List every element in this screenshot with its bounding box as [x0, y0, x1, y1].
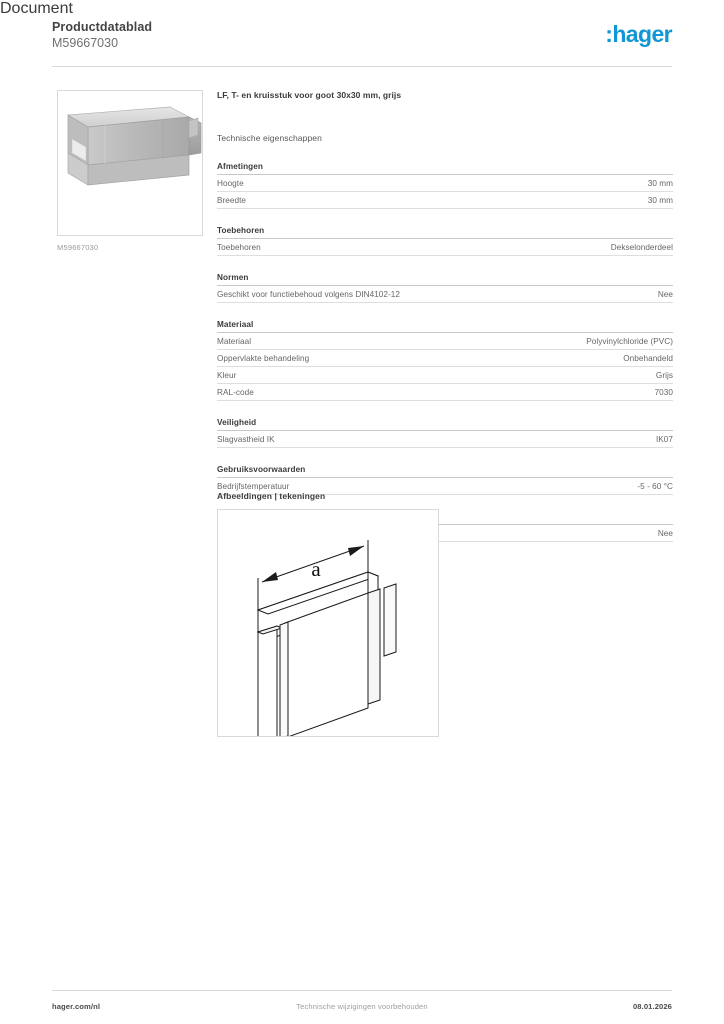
spec-group-title: Veiligheid	[217, 418, 673, 431]
spec-value: -5 - 60 °C	[637, 482, 673, 491]
spec-label: Slagvastheid IK	[217, 435, 275, 444]
drawings-title: Afbeeldingen | tekeningen	[217, 491, 326, 501]
header-divider	[52, 66, 672, 67]
spec-label: RAL-code	[217, 388, 254, 397]
spec-value: 30 mm	[647, 179, 673, 188]
product-reference: M59667030	[52, 36, 119, 50]
drawings-section	[217, 491, 673, 737]
spec-value: Nee	[657, 529, 673, 538]
spec-value: Onbehandeld	[623, 354, 673, 363]
spec-group-title: Afmetingen	[217, 162, 673, 175]
spec-row	[217, 175, 673, 192]
spec-group-title: Toebehoren	[217, 226, 673, 239]
spec-group	[217, 320, 673, 401]
spec-row	[217, 384, 673, 401]
page-footer	[52, 999, 672, 1013]
dimension-label: a	[311, 557, 321, 581]
spec-row	[217, 286, 673, 303]
specifications-column	[217, 90, 673, 542]
footer-divider	[52, 990, 672, 991]
spec-row	[217, 192, 673, 209]
page-header	[52, 20, 672, 68]
dimension-arrow-right	[348, 546, 364, 556]
product-photo-caption: M59667030	[57, 243, 99, 252]
spec-label: Geschikt voor functiebehoud volgens DIN4102-12	[217, 290, 400, 299]
spec-group	[217, 162, 673, 209]
dimension-arrow-left	[262, 572, 278, 582]
spec-row	[217, 333, 673, 350]
product-photo-graphic	[58, 91, 203, 236]
product-figure	[57, 90, 205, 252]
spec-group-title: Gebruiksvoorwaarden	[217, 465, 673, 478]
product-name: LF, T- en kruisstuk voor goot 30x30 mm, grijs	[217, 90, 402, 100]
spec-group-title: Normen	[217, 273, 673, 286]
spec-value: IK07	[655, 435, 673, 444]
spec-group	[217, 418, 673, 448]
spec-group-title: Materiaal	[217, 320, 673, 333]
technical-drawing-graphic	[218, 510, 439, 737]
specification-groups	[217, 162, 673, 542]
spec-label: Breedte	[217, 196, 247, 205]
spec-row	[217, 239, 673, 256]
spec-row	[217, 350, 673, 367]
specifications-heading: Technische eigenschappen	[217, 133, 322, 143]
spec-group	[217, 273, 673, 303]
footer-website[interactable]: hager.com/nl	[52, 1001, 101, 1011]
spec-value: 30 mm	[647, 196, 673, 205]
spec-value: Nee	[657, 290, 673, 299]
hager-logo: :hager	[605, 21, 672, 47]
spec-value: Polyvinylchloride (PVC)	[586, 337, 673, 346]
spec-group	[217, 226, 673, 256]
page-title: Productdatablad	[52, 20, 153, 34]
spec-value: Dekselonderdeel	[610, 243, 673, 252]
spec-label: Bedrijfstemperatuur	[217, 482, 290, 491]
technical-drawing	[217, 509, 439, 737]
spec-row	[217, 367, 673, 384]
spec-value: Grijs	[655, 371, 673, 380]
footer-date: 08.01.2026	[632, 1001, 672, 1011]
footer-disclaimer: Technische wijzigingen voorbehouden	[296, 1001, 428, 1011]
spec-label: Toebehoren	[217, 243, 261, 252]
product-photo	[57, 90, 203, 236]
spec-row	[217, 431, 673, 448]
spec-label: Kleur	[217, 371, 237, 380]
spec-label: Hoogte	[217, 179, 244, 188]
spec-label: Oppervlakte behandeling	[217, 354, 310, 363]
spec-value: 7030	[654, 388, 673, 397]
spec-label: Materiaal	[217, 337, 252, 346]
